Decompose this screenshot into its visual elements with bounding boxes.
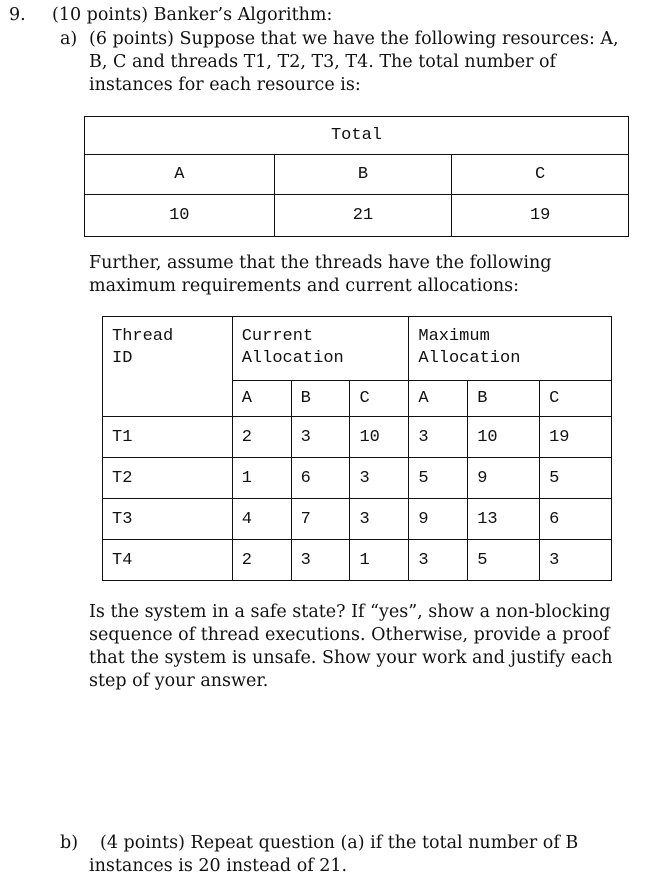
table-cell: 9 bbox=[409, 499, 468, 540]
table-cell: 5 bbox=[409, 458, 468, 499]
table-cell: 1 bbox=[350, 540, 409, 581]
total-header-a: A bbox=[85, 155, 275, 195]
thread-allocation-table bbox=[102, 316, 612, 581]
maximum-allocation-header-line: Allocation bbox=[418, 349, 521, 368]
table-row bbox=[103, 499, 612, 540]
current-allocation-header-line: Current bbox=[241, 327, 314, 346]
table-cell: 6 bbox=[291, 458, 350, 499]
safe-state-question bbox=[89, 601, 613, 693]
safe-state-line: step of your answer. bbox=[89, 671, 269, 691]
part-a-line: (6 points) Suppose that we have the following resources: A, bbox=[89, 29, 619, 49]
part-a-label: a) bbox=[60, 29, 78, 49]
table-cell: 3 bbox=[409, 417, 468, 458]
total-value-c: 19 bbox=[452, 195, 629, 237]
total-value-a: 10 bbox=[85, 195, 275, 237]
part-a-line: instances for each resource is: bbox=[89, 75, 361, 95]
further-line: Further, assume that the threads have the following bbox=[89, 253, 552, 273]
safe-state-line: that the system is unsafe. Show your work and justify each bbox=[89, 648, 613, 668]
table-cell: 1 bbox=[232, 458, 291, 499]
table-cell: 3 bbox=[291, 540, 350, 581]
table-cell: 5 bbox=[540, 458, 612, 499]
thread-id-header-line: ID bbox=[112, 349, 133, 368]
table-cell: 3 bbox=[350, 458, 409, 499]
sub-header-maximum-a: A bbox=[409, 381, 468, 417]
maximum-allocation-header bbox=[409, 317, 612, 381]
sub-header-current-b: B bbox=[291, 381, 350, 417]
sub-header-maximum-c: C bbox=[540, 381, 612, 417]
table-cell: 3 bbox=[540, 540, 612, 581]
part-b-line: instances is 20 instead of 21. bbox=[89, 856, 348, 876]
thread-id-cell: T1 bbox=[103, 417, 233, 458]
table-cell: 9 bbox=[468, 458, 540, 499]
sub-header-current-a: A bbox=[232, 381, 291, 417]
table-row bbox=[103, 417, 612, 458]
table-cell: 10 bbox=[468, 417, 540, 458]
part-a-text bbox=[89, 28, 619, 97]
table-cell: 5 bbox=[468, 540, 540, 581]
thread-id-header-line: Thread bbox=[112, 327, 174, 346]
table-cell: 6 bbox=[540, 499, 612, 540]
current-allocation-header-line: Allocation bbox=[241, 349, 344, 368]
question-title: (10 points) Banker’s Algorithm: bbox=[52, 5, 333, 25]
total-header-b: B bbox=[274, 155, 452, 195]
sub-header-current-c: C bbox=[350, 381, 409, 417]
total-header-c: C bbox=[452, 155, 629, 195]
part-b-label: b) bbox=[60, 833, 79, 853]
table-row bbox=[103, 540, 612, 581]
table-cell: 13 bbox=[468, 499, 540, 540]
table-cell: 2 bbox=[232, 417, 291, 458]
current-allocation-header bbox=[232, 317, 409, 381]
part-a-line: B, C and threads T1, T2, T3, T4. The total number of bbox=[89, 52, 557, 72]
thread-id-cell: T3 bbox=[103, 499, 233, 540]
table-cell: 4 bbox=[232, 499, 291, 540]
total-resources-table bbox=[84, 116, 629, 237]
safe-state-line: sequence of thread executions. Otherwise, provide a proof bbox=[89, 625, 610, 645]
further-line: maximum requirements and current allocations: bbox=[89, 276, 520, 296]
total-value-b: 21 bbox=[274, 195, 452, 237]
table-cell: 7 bbox=[291, 499, 350, 540]
thread-id-cell: T2 bbox=[103, 458, 233, 499]
safe-state-line: Is the system in a safe state? If “yes”, show a non-blocking bbox=[89, 602, 611, 622]
thread-id-cell: T4 bbox=[103, 540, 233, 581]
table-cell: 3 bbox=[350, 499, 409, 540]
table-cell: 19 bbox=[540, 417, 612, 458]
part-b-line: (4 points) Repeat question (a) if the total number of B bbox=[100, 833, 579, 853]
table-cell: 2 bbox=[232, 540, 291, 581]
table-cell: 3 bbox=[291, 417, 350, 458]
table-cell: 3 bbox=[409, 540, 468, 581]
further-text bbox=[89, 252, 551, 298]
question-number: 9. bbox=[9, 5, 26, 25]
table-cell: 10 bbox=[350, 417, 409, 458]
thread-id-header bbox=[103, 317, 233, 417]
table-row bbox=[103, 458, 612, 499]
maximum-allocation-header-line: Maximum bbox=[418, 327, 490, 346]
sub-header-maximum-b: B bbox=[468, 381, 540, 417]
total-table-title: Total bbox=[85, 117, 629, 155]
